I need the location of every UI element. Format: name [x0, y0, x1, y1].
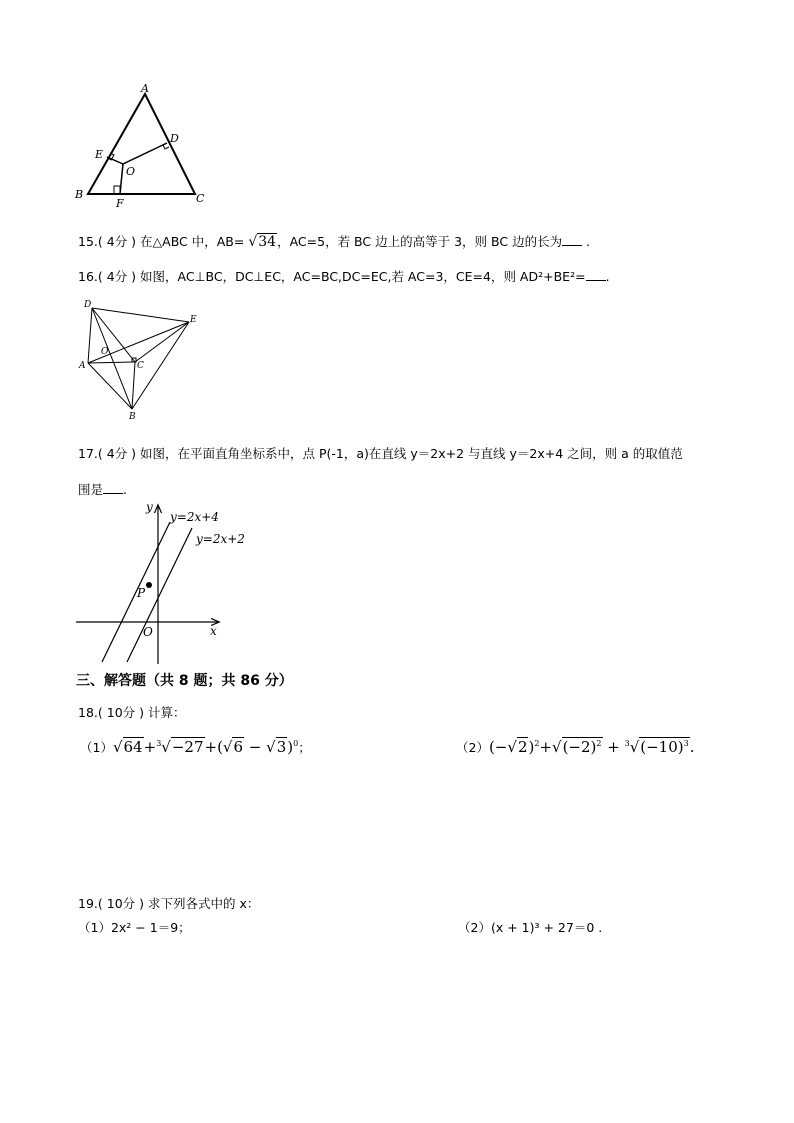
question-15: 15.( 4分 ) 在△ABC 中，AB= √34，AC=5，若 BC 边上的高等于 3，则 BC 边的长为 . [78, 234, 591, 250]
q18-p2-radicand-neg2: (−2) [562, 738, 597, 756]
fig16-label-b: B [129, 412, 136, 422]
q18-p1-end: ； [298, 740, 311, 755]
q15-answer-blank[interactable] [562, 233, 582, 246]
q18-p2-plus2: + [602, 738, 625, 756]
q15-end: . [586, 234, 591, 249]
fig17-origin-label: O [143, 625, 153, 639]
q18-p2-cube-index: 3 [624, 739, 630, 748]
q18-p2-plus1: + [539, 738, 553, 756]
q18-p2-radicand-2: 2 [517, 738, 528, 756]
question-17-line2 [78, 481, 127, 498]
fig15-label-o: O [126, 165, 136, 178]
q18-p1-close: ) [287, 738, 294, 756]
q15-radicand: 34 [258, 234, 277, 250]
q18-p1-cube-index: 3 [156, 739, 162, 748]
q18-p2-radicand-neg10: (−10) [640, 738, 684, 756]
fig15-label-d: D [170, 132, 179, 145]
q18-number: 18. [78, 705, 98, 720]
q15-text-a: 在△ABC 中，AB= [140, 234, 245, 249]
fig16-label-o: O [101, 347, 109, 357]
q15-text-b: ，AC=5，若 BC 边上的高等于 3，则 BC 边的长为 [277, 234, 563, 249]
q19-part-1: （1）2x² − 1＝9； [78, 920, 191, 935]
question-17 [78, 446, 683, 462]
q18-part-2: $(2)(-√2)^2+√(-2)^2 + ^3√(-10)^3$. [456, 738, 695, 756]
q16-end: . [605, 269, 610, 284]
q18-p1-radicand-6: 6 [233, 738, 244, 756]
q18-p2-end: . [689, 738, 695, 756]
q17-number: 17. [78, 446, 98, 461]
q18-p1-label: （1） [80, 740, 113, 755]
q19-score: ( 10分 ) [97, 896, 144, 911]
fig17-upper-line-label: y=2x+4 [170, 510, 219, 524]
fig17-lower-line-label: y=2x+2 [196, 532, 245, 546]
fig15-label-e: E [95, 148, 104, 161]
q18-p2-radicand-exponent: 2 [596, 739, 602, 748]
q18-p2-exponent: 2 [534, 739, 540, 748]
fig15-label-a: A [141, 82, 149, 95]
fig15-label-c: C [196, 192, 205, 205]
fig16-label-e: E [190, 315, 197, 325]
fig16-label-d: D [84, 300, 92, 310]
question-16 [78, 268, 610, 285]
q19-text: 求下列各式中的 x： [147, 896, 260, 911]
fig15-label-f: F [116, 197, 124, 210]
q18-part-1: $(1)√64+^3√-27+(√6 - √3)^0$； [80, 738, 311, 756]
q18-text: 计算： [147, 705, 186, 720]
q16-answer-blank[interactable] [586, 268, 606, 281]
q18-p1-radicand-64: 64 [123, 738, 143, 756]
q19-part-2: （2）(x + 1)³ + 27＝0 . [458, 920, 603, 935]
fig16-label-c: C [137, 361, 144, 371]
fig15-label-b: B [75, 188, 84, 201]
coordinate-figure-17 [74, 498, 254, 666]
q19-number: 19. [78, 896, 98, 911]
q17-line1: 如图，在平面直角坐标系中，点 P(-1，a)在直线 y＝2x+2 与直线 y＝2x+4 之间，则 a 的取值范 [140, 446, 683, 461]
q18-p1-radicand-neg27: −27 [171, 738, 204, 756]
q16-score: ( 4分 ) [97, 269, 137, 284]
q17-end: . [123, 482, 127, 497]
q18-p1-radicand-3: 3 [276, 738, 287, 756]
q18-p2-cube-exponent: 3 [683, 739, 689, 748]
q18-p2-open: (− [488, 738, 508, 756]
q16-number: 16. [78, 269, 98, 284]
triangle-figure-15 [70, 82, 220, 212]
q15-score: ( 4分 ) [97, 234, 137, 249]
q17-line2: 围是 [78, 482, 104, 497]
section-3-heading: 三、解答题（共 8 题；共 86 分） [76, 673, 293, 689]
fig17-x-axis-label: x [210, 624, 217, 638]
question-19 [78, 896, 259, 912]
q17-score: ( 4分 ) [97, 446, 137, 461]
q15-number: 15. [78, 234, 98, 249]
fig16-label-a: A [79, 361, 86, 371]
q16-text: 如图，AC⊥BC，DC⊥EC，AC=BC,DC=EC,若 AC=3，CE=4，则 AD²+BE²= [140, 269, 586, 284]
geometry-figure-16 [74, 295, 214, 423]
q17-answer-blank[interactable] [103, 481, 123, 494]
q18-p2-close: ) [528, 738, 535, 756]
q18-p1-minus: − [244, 738, 267, 756]
fig17-y-axis-label: y [146, 500, 153, 514]
q18-p1-plus: +( [204, 738, 223, 756]
q18-p1-exponent: 0 [293, 739, 299, 748]
fig17-point-p-label: P [137, 586, 146, 600]
question-18 [78, 705, 186, 721]
q18-p2-label: （2） [456, 740, 489, 755]
q18-score: ( 10分 ) [97, 705, 144, 720]
